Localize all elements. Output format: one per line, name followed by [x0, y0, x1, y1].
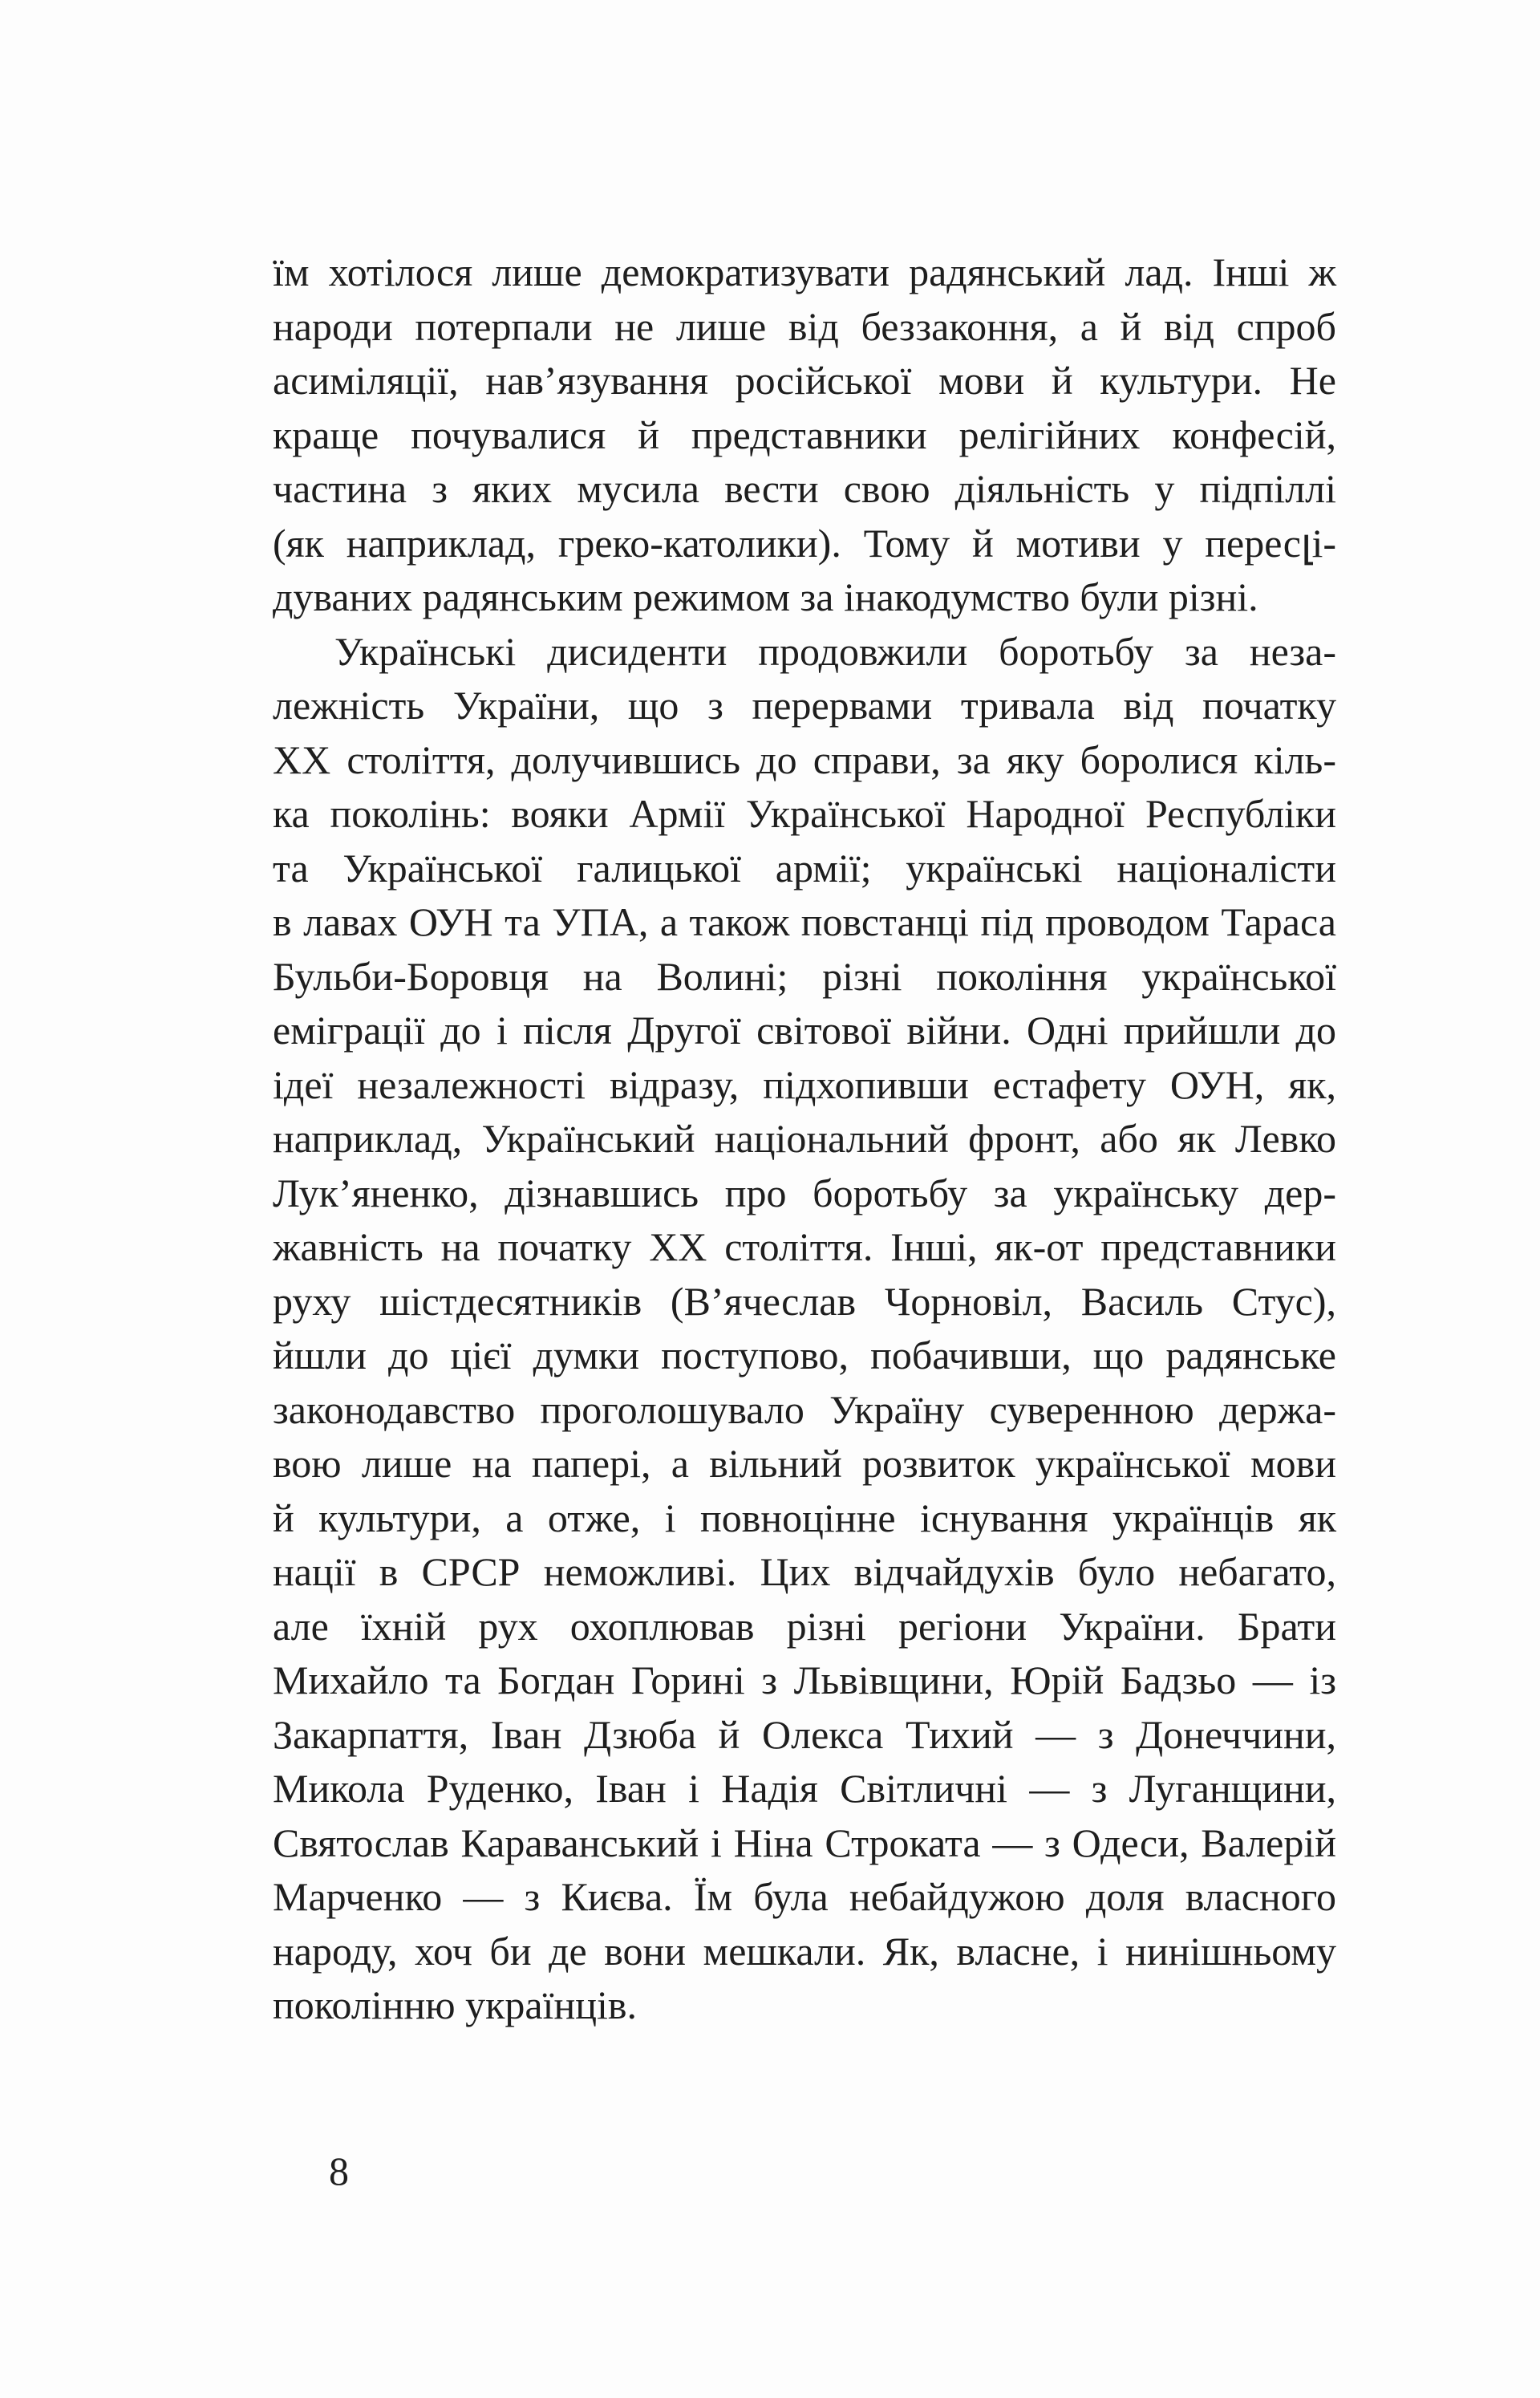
text-line: Бульби-Боровця на Волині; різні покоління української — [273, 953, 1336, 999]
text-line: вою лише на папері, а вільний розвиток української мови — [273, 1441, 1336, 1486]
text-line: еміграції до і після Другої світової війни. Одні прийшли до — [273, 1008, 1336, 1053]
text-line: лежність України, що з перервами тривала від початку — [273, 683, 1336, 728]
text-line: Лук’яненко, дізнавшись про боротьбу за українську дер- — [273, 1170, 1336, 1215]
text-line: наприклад, Український національний фронт, або як Левко — [273, 1116, 1336, 1161]
text-line: Українські дисиденти продовжили боротьбу за неза- — [334, 628, 1336, 674]
text-line: Микола Руденко, Іван і Надія Світличні — з Луганщини, — [273, 1766, 1336, 1811]
text-line: Святослав Караванський і Ніна Строката — з Одеси, Валерій — [273, 1820, 1336, 1865]
text-line: асиміляції, нав’язування російської мови й культури. Не — [273, 358, 1336, 403]
text-line: народу, хоч би де вони мешкали. Як, власне, і нинішньому — [273, 1928, 1336, 1974]
text-line: законодавство проголошувало Україну суверенною держа- — [273, 1386, 1336, 1432]
text-line: ідеї незалежності відразу, підхопивши естафету ОУН, як, — [273, 1061, 1336, 1107]
text-line: але їхній рух охоплював різні регіони України. Брати — [273, 1603, 1336, 1649]
text-line: руху шістдесятників (В’ячеслав Чорновіл, Василь Стус), — [273, 1278, 1336, 1324]
text-line: Закарпаття, Іван Дзюба й Олекса Тихий — з Донеччини, — [273, 1711, 1336, 1757]
text-line: та Української галицької армії; українські націоналісти — [273, 845, 1336, 891]
text-line: народи потерпали не лише від беззаконня, а й від спроб — [273, 303, 1336, 349]
text-line: Марченко — з Києва. Їм була небайдужою доля власного — [273, 1874, 1336, 1919]
text-line: в лавах ОУН та УПА, а також повстанці під проводом Тараса — [273, 899, 1336, 944]
text-line: краще почувалися й представники релігійних конфесій, — [273, 412, 1336, 457]
body-text — [273, 245, 1336, 2033]
text-line: ка поколінь: вояки Армії Української Народної Республіки — [273, 791, 1336, 836]
text-line: Михайло та Богдан Горині з Львівщини, Юрій Бадзьо — із — [273, 1658, 1336, 1702]
text-line: (як наприклад, греко-католики). Тому й мотиви у пересլі- — [273, 520, 1336, 566]
text-line: йшли до цієї думки поступово, побачивши, що радянське — [273, 1333, 1336, 1378]
text-line: жавність на початку XX століття. Інші, як-от представники — [273, 1224, 1336, 1269]
text-line: й культури, а отже, і повноцінне існування українців як — [273, 1495, 1336, 1540]
text-line: частина з яких мусила вести свою діяльність у підпіллі — [273, 466, 1336, 511]
text-line: нації в СРСР неможливі. Цих відчайдухів було небагато, — [273, 1549, 1336, 1594]
text-line: XX століття, долучившись до справи, за яку боролися кіль- — [273, 736, 1336, 782]
text-line: поколінню українців. — [273, 1982, 637, 2027]
page-number: 8 — [329, 2148, 349, 2193]
text-line: їм хотілося лише демократизувати радянський лад. Інші ж — [273, 250, 1336, 294]
text-line: дуваних радянським режимом за інакодумство були різні. — [273, 574, 1258, 619]
